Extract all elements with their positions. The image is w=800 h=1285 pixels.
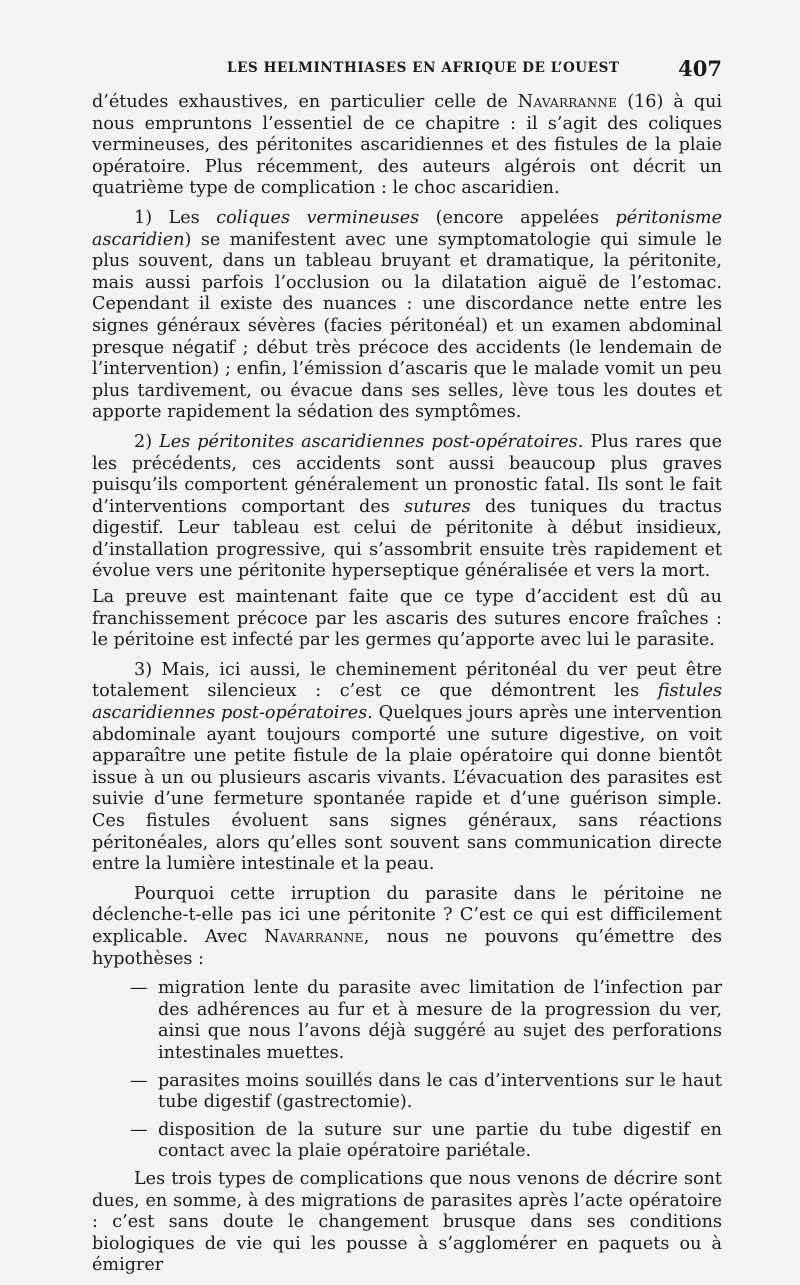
running-title: LES HELMINTHIASES EN AFRIQUE DE L’OUEST — [227, 60, 620, 76]
italic-term: sutures — [404, 496, 471, 517]
list-item — [92, 978, 722, 1064]
paragraph-6 — [92, 884, 722, 970]
list-item — [92, 1120, 722, 1163]
text: 2) — [134, 431, 160, 452]
italic-term: Les péritonites ascaridiennes post-opératoires. — [159, 431, 584, 452]
body-text — [92, 92, 722, 1285]
italic-term: coliques vermineuses — [216, 207, 420, 228]
text: (encore appelées — [419, 207, 616, 228]
list-item-text: disposition de la suture sur une partie du tube digestif en contact avec la plaie opératoire pariétale. — [158, 1119, 722, 1162]
paragraph-3 — [92, 432, 722, 583]
text: des tuniques du tractus digestif. Leur tableau est celui de péritonite à début insidieux, d’installation progressive, qui s’assombrit ensuite très rapidement et évolue vers une péritonite hyperseptique généralisée et vers la mort. — [92, 496, 722, 582]
text: 1) Les — [134, 207, 217, 228]
paragraph-4: La preuve est maintenant faite que ce type d’accident est dû au franchissement précoce par les ascaris des sutures encore fraîches : le péritoine est infecté par les germes qu’apporte avec lui le parasite. — [92, 587, 722, 651]
dash-bullet: — — [130, 1070, 148, 1091]
text: nous ne pouvons qu’émettre des hypothèses : — [92, 926, 722, 969]
paragraph-5 — [92, 660, 722, 876]
text: (16) à qui nous empruntons l’essentiel de ce chapitre : il s’agit des coliques vermineuses, des péritonites ascaridiennes et des fistules de la plaie opératoire. Plus récemment, des auteurs algérois ont décrit un quatrième type de complication : le choc ascaridien. — [92, 92, 722, 199]
author-name: Navarranne — [517, 92, 618, 112]
list-item — [92, 1071, 722, 1114]
author-name: Navarranne, — [264, 926, 370, 947]
paragraph-2 — [92, 208, 722, 424]
italic-term: péritonisme ascaridien — [92, 207, 722, 250]
text: Plus rares que les précédents, ces accidents sont aussi beaucoup plus graves puisqu’ils comportent généralement un pronostic fatal. Ils sont le fait d’interventions comportant des — [92, 431, 722, 517]
text: Quelques jours après une intervention abdominale ayant toujours comporté une suture digestive, on voit apparaître une petite fistule de la plaie opératoire qui donne bientôt issue à un ou plusieurs ascaris vivants. L’évacuation des parasites est suivie d’une fermeture spontanée rapide et d’une guérison simple. Ces fistules évoluent sans signes généraux, sans réactions péritonéales, alors qu’elles sont souvent sans communication directe entre la lumière intestinale et la peau. — [92, 703, 722, 875]
text: Pourquoi cette irruption du parasite dans le péritoine ne déclenche-t-elle pas ici une péritonite ? C’est ce qui est difficilement explicable. Avec — [92, 883, 722, 947]
page-number: 407 — [678, 56, 722, 81]
paragraph-1 — [92, 92, 722, 200]
text: ) se manifestent avec une symptomatologie qui simule le plus souvent, dans un tableau bruyant et dramatique, la péritonite, mais aussi parfois l’occlusion ou la dilatation aiguë de l’estomac. Cependant il existe des nuances : une discordance nette entre les signes généraux sévères (facies péritonéal) et un examen abdominal presque négatif ; début très précoce des accidents (le lendemain de l’intervention) ; enfin, l’émission d’ascaris que le malade vomit un peu plus tardivement, ou évacue dans ses selles, lève tous les doutes et apporte rapidement la sédation des symptômes. — [92, 229, 722, 423]
text: d’études exhaustives, en particulier celle de — [92, 92, 518, 112]
italic-term: fistules ascaridiennes post-opératoires. — [92, 681, 722, 724]
list-item-text: migration lente du parasite avec limitation de l’infection par des adhérences au fur et à mesure de la progression du ver, ainsi que nous l’avons déjà suggéré au sujet des perforations intestinales muettes. — [158, 978, 722, 1063]
list-item-text: parasites moins souillés dans le cas d’interventions sur le haut tube digestif (gastrectomie). — [158, 1070, 722, 1113]
paragraph-7: Les trois types de complications que nous venons de décrire sont dues, en somme, à des migrations de parasites après l’acte opératoire : c’est sans doute le changement brusque dans ses conditions biologiques de vie qui les pousse à s’agglomérer en paquets ou à émigrer — [92, 1168, 722, 1276]
dash-bullet: — — [130, 1119, 148, 1140]
dash-bullet: — — [130, 978, 148, 999]
page-header — [92, 58, 722, 82]
text: 3) Mais, ici aussi, le cheminement péritonéal du ver peut être totalement silencieux : c’est ce que démontrent les — [92, 659, 722, 702]
